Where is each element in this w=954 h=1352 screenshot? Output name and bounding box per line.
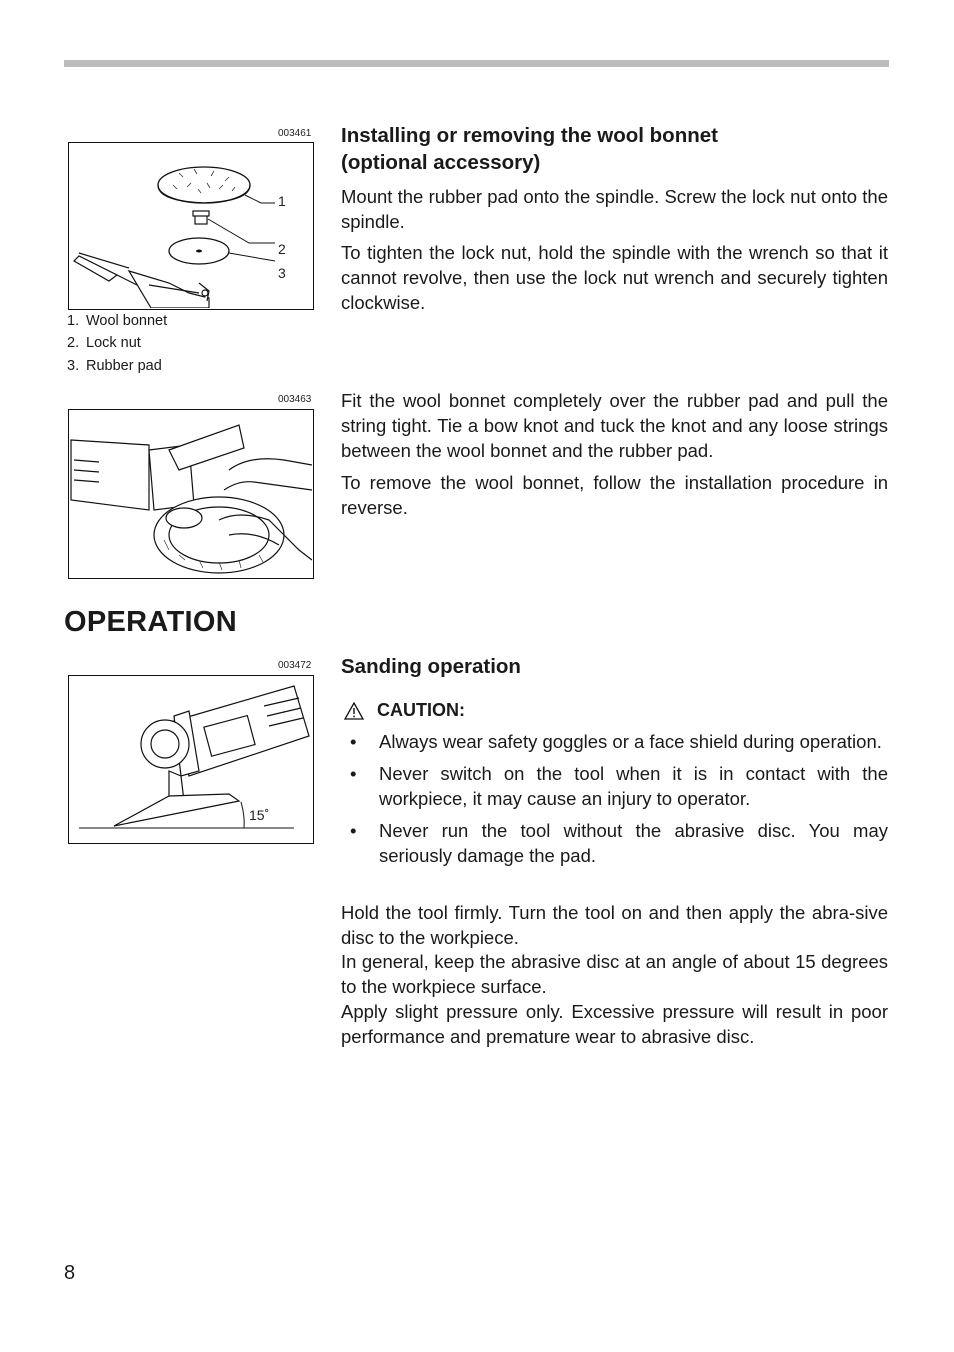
figure-code: 003472 (278, 660, 312, 671)
grinder-drawing (71, 425, 284, 573)
list-item: • Never run the tool without the abrasive disc. You may seriously damage the pad. (350, 820, 888, 866)
section-title: Installing or removing the wool bonnet (optional accessory) (341, 124, 718, 174)
caution-label: CAUTION: (343, 700, 465, 721)
wool-bonnet-drawing (158, 167, 250, 203)
paragraph: Mount the rubber pad onto the spindle. Screw the lock nut onto the spindle. (341, 186, 888, 232)
list-item: • Never switch on the tool when it is in contact with the workpiece, it may cause an injury to operator. (350, 763, 888, 809)
angle-label: 15˚ (249, 807, 270, 823)
grinder-drawing (114, 686, 309, 826)
callout-3: 3 (278, 265, 286, 281)
header-rule (64, 60, 889, 67)
rubber-pad-drawing (169, 238, 229, 264)
figure-sanding-angle (68, 675, 314, 844)
figure-code: 003463 (278, 394, 312, 405)
caption-item: 1. Wool bonnet (67, 313, 168, 329)
paragraph: Apply slight pressure only. Excessive pressure will result in poor performance and premature wear to abrasive disc. (341, 1001, 888, 1047)
figure-wool-bonnet-exploded (68, 142, 314, 310)
callout-1: 1 (278, 193, 286, 209)
caption-item: 3. Rubber pad (67, 358, 162, 374)
paragraph: In general, keep the abrasive disc at an angle of about 15 degrees to the workpiece surface. (341, 951, 888, 997)
paragraph: Hold the tool firmly. Turn the tool on and then apply the abra-sive disc to the workpiece. (341, 902, 888, 948)
callout-2: 2 (278, 241, 286, 257)
warning-icon (343, 702, 365, 720)
figure-code: 003461 (278, 128, 312, 139)
list-item: • Always wear safety goggles or a face shield during operation. (350, 731, 882, 752)
caption-item: 2. Lock nut (67, 335, 141, 351)
lock-nut-drawing (193, 211, 209, 224)
paragraph: Fit the wool bonnet completely over the rubber pad and pull the string tight. Tie a bow knot and tuck the knot and any loose strings between the wool bonnet and the rubber pad. (341, 390, 888, 461)
section-subheading: Sanding operation (341, 655, 521, 678)
page-number: 8 (64, 1262, 76, 1284)
page-heading: OPERATION (64, 606, 237, 638)
paragraph: To remove the wool bonnet, follow the installation procedure in reverse. (341, 472, 888, 518)
caution-list (341, 729, 888, 875)
paragraph: To tighten the lock nut, hold the spindle with the wrench so that it cannot revolve, then use the lock nut wrench and securely tighten clockwise. (341, 242, 888, 313)
figure-wool-bonnet-fitting (68, 409, 314, 579)
